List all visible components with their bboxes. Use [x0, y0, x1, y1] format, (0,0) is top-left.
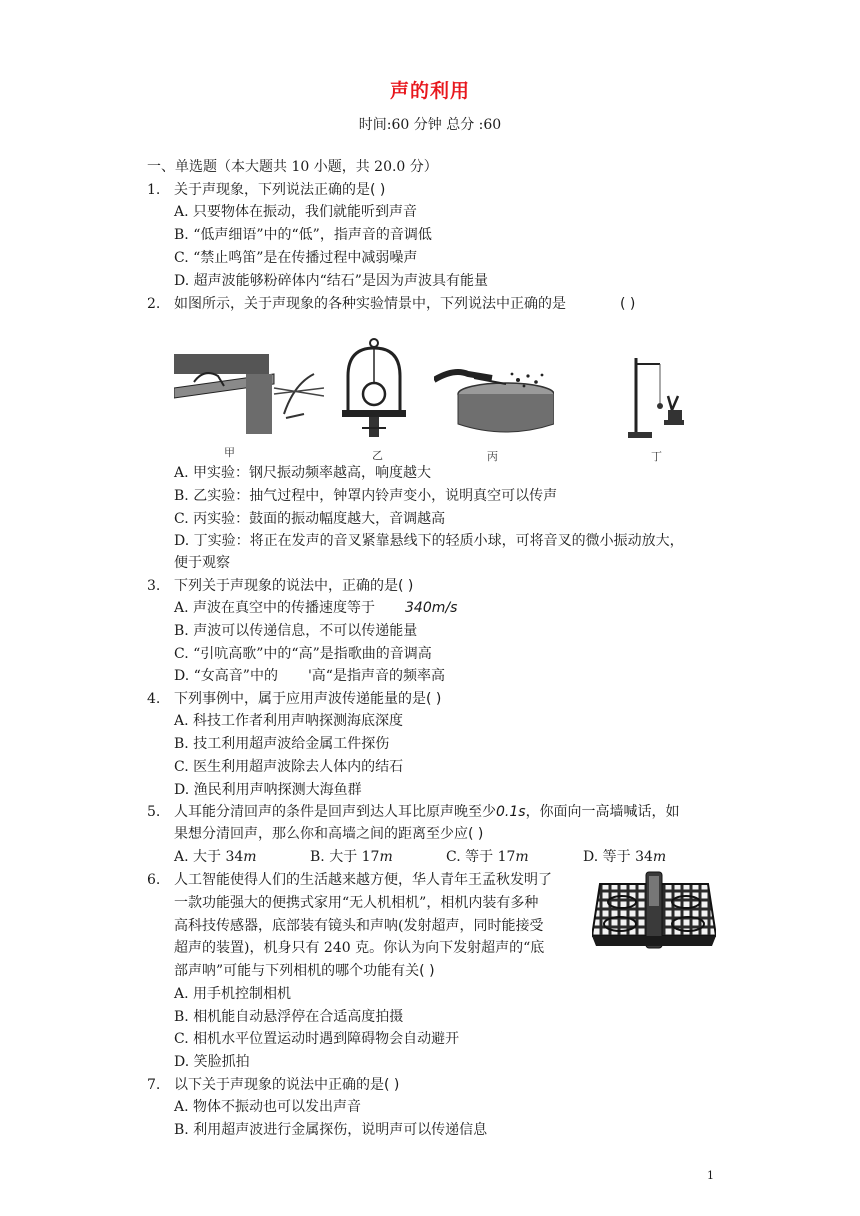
option-a: A. 甲实验：钢尺振动频率越高，响度越大: [174, 465, 432, 481]
section-heading: 一、单选题（本大题共 10 小题，共 20.0 分）: [147, 159, 438, 175]
question-text-line: 一款功能强大的便携式家用“无人机相机”，相机内装有多种: [174, 895, 539, 911]
question-text: 人耳能分清回声的条件是回声到达人耳比原声晚至少0.1s，你面向一高墙喊话，如: [174, 804, 680, 820]
figure-label: 丙: [487, 450, 498, 463]
option-b: B. 技工利用超声波给金属工件探伤: [174, 736, 390, 752]
figure-jia-steel-ruler: [174, 352, 324, 437]
option-d: D. “女高音”中的 '高“是指声音的频率高: [174, 668, 445, 684]
page-number: 1: [707, 1169, 714, 1182]
figure-drone-camera: [592, 864, 716, 954]
option-a: A. 科技工作者利用声呐探测海底深度: [174, 713, 404, 729]
option-c: C. 相机水平位置运动时遇到障碍物会自动避开: [174, 1031, 460, 1047]
figure-bing-drum: [434, 356, 554, 438]
question-text-line: 人工智能使得人们的生活越来越方便，华人青年王孟秋发明了: [174, 872, 552, 888]
question-text-line: 超声的装置)，机身只有 240 克。你认为向下发射超声的“底: [174, 940, 545, 956]
option-a: A. 大于 34m: [174, 849, 257, 865]
figure-label: 甲: [224, 446, 235, 459]
option-b: B. 相机能自动悬浮停在合适高度拍摄: [174, 1009, 404, 1025]
option-b: B. 大于 17m: [310, 849, 393, 865]
option-d: D. 等于 34m: [583, 849, 667, 865]
question-text: 下列事例中，属于应用声波传递能量的是( ): [174, 691, 442, 707]
question-text-line: 高科技传感器，底部装有镜头和声呐(发射超声，同时能接受: [174, 918, 544, 934]
exam-meta: 时间:60 分钟 总分 :60: [358, 117, 502, 133]
option-b: B. 声波可以传递信息，不可以传递能量: [174, 623, 418, 639]
option-d-continued: 便于观察: [174, 555, 230, 571]
question-text: 下列关于声现象的说法中，正确的是( ): [174, 578, 414, 594]
option-d: D. 丁实验：将正在发声的音叉紧靠悬线下的轻质小球，可将音叉的微小振动放大，: [174, 533, 684, 549]
option-b: B. 利用超声波进行金属探伤，说明声可以传递信息: [174, 1122, 488, 1138]
option-a: A. 物体不振动也可以发出声音: [174, 1099, 362, 1115]
question-number: 4.: [147, 691, 161, 707]
question-text: 以下关于声现象的说法中正确的是( ): [174, 1077, 400, 1093]
option-b: B. 乙实验：抽气过程中，钟罩内铃声变小，说明真空可以传声: [174, 488, 558, 504]
question-number: 5.: [147, 804, 161, 820]
option-d: D. 超声波能够粉碎体内“结石”是因为声波具有能量: [174, 273, 488, 289]
question-number: 7.: [147, 1077, 161, 1093]
option-c: C. “引吭高歌”中的“高”是指歌曲的音调高: [174, 646, 432, 662]
question-text: 关于声现象，下列说法正确的是( ): [174, 182, 386, 198]
page-title: 声的利用: [389, 80, 470, 102]
option-c: C. 医生利用超声波除去人体内的结石: [174, 759, 404, 775]
figure-label: 丁: [651, 450, 662, 463]
option-b: B. “低声细语”中的“低”，指声音的音调低: [174, 227, 432, 243]
question-number: 6.: [147, 872, 161, 888]
question-number: 1.: [147, 182, 161, 198]
question-number: 2.: [147, 296, 161, 312]
option-c: C. 等于 17m: [446, 849, 529, 865]
question-text-line: 部声呐”可能与下列相机的哪个功能有关( ): [174, 963, 435, 979]
option-c: C. “禁止鸣笛”是在传播过程中减弱噪声: [174, 250, 418, 266]
answer-parentheses: ( ): [620, 296, 636, 312]
figure-ding-tuning-fork: [624, 354, 688, 442]
question-text: 如图所示，关于声现象的各种实验情景中，下列说法中正确的是: [174, 296, 566, 312]
figure-yi-bell-jar: [338, 336, 410, 446]
option-d: D. 渔民利用声呐探测大海鱼群: [174, 782, 362, 798]
figure-label: 乙: [372, 449, 383, 462]
option-c: C. 丙实验：鼓面的振动幅度越大，音调越高: [174, 511, 446, 527]
option-a: A. 只要物体在振动，我们就能听到声音: [174, 204, 418, 220]
question-text-continued: 果想分清回声，那么你和高墙之间的距离至少应( ): [174, 826, 484, 842]
question-number: 3.: [147, 578, 161, 594]
option-d: D. 笑脸抓拍: [174, 1054, 250, 1070]
option-a: A. 用手机控制相机: [174, 986, 292, 1002]
option-a: A. 声波在真空中的传播速度等于 340m/s: [174, 600, 458, 616]
